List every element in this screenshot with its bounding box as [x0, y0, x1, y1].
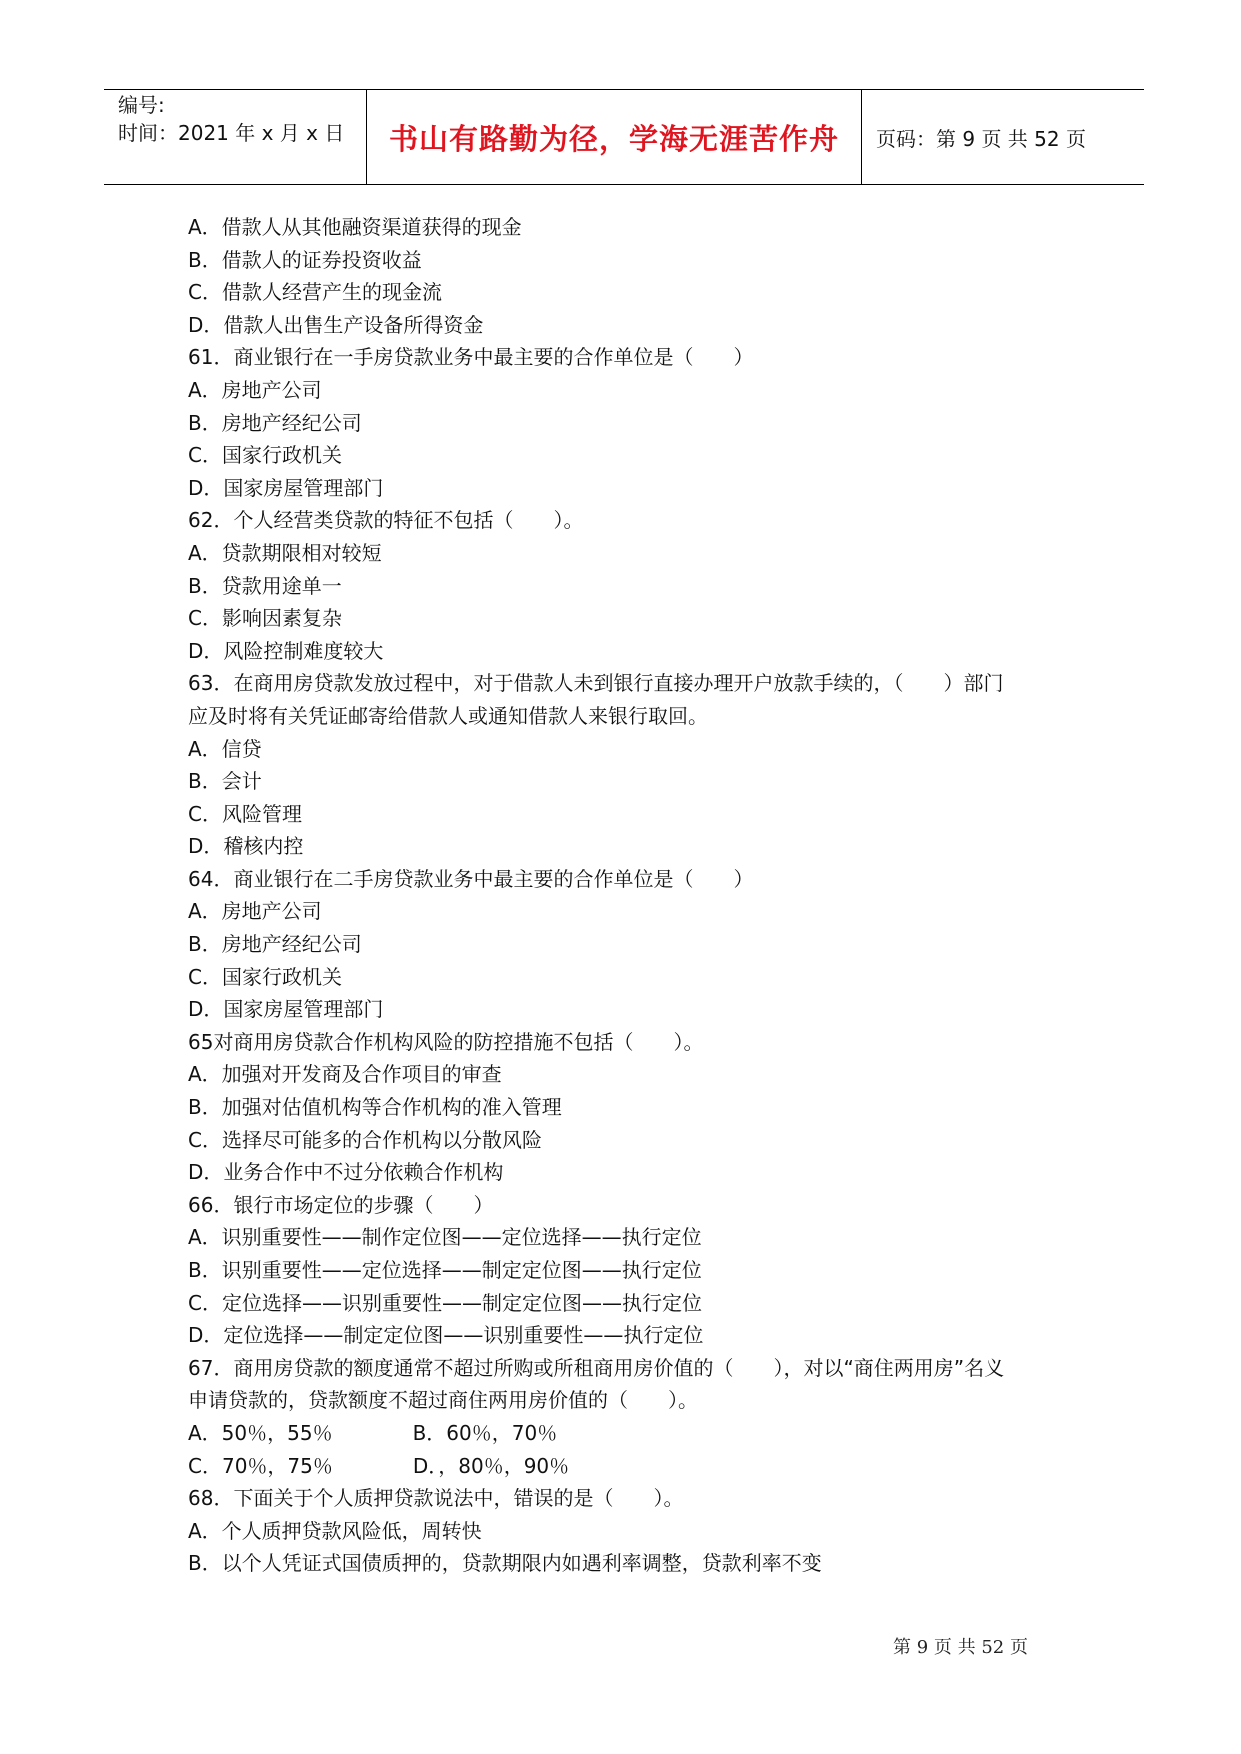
text-line: 67．商用房贷款的额度通常不超过所购或所租商用房价值的（ ），对以“商住两用房”名义 [188, 1355, 1005, 1380]
text-line: B．以个人凭证式国债质押的，贷款期限内如遇利率调整，贷款利率不变 [188, 1551, 822, 1576]
text-line: B．房地产经纪公司 [188, 932, 362, 957]
text-line: A．房地产公司 [188, 899, 322, 924]
text-line: C．70％，75％ D．，80％，90％ [188, 1453, 570, 1478]
text-line: B．加强对估值机构等合作机构的准入管理 [188, 1095, 562, 1120]
text-line: 63．在商用房贷款发放过程中，对于借款人未到银行直接办理开户放款手续的，（ ）部门 [188, 671, 1004, 696]
text-line: 68．下面关于个人质押贷款说法中，错误的是（ ）。 [188, 1486, 684, 1511]
text-line: A．个人质押贷款风险低，周转快 [188, 1518, 482, 1543]
text-line: 申请贷款的，贷款额度不超过商住两用房价值的（ ）。 [188, 1388, 698, 1413]
header-motto-cell [367, 90, 862, 184]
text-line: B．会计 [188, 769, 262, 794]
text-line: A．加强对开发商及合作项目的审查 [188, 1062, 502, 1087]
code-label: 编号: [118, 93, 165, 117]
text-line: A．信贷 [188, 736, 262, 761]
text-line: B．房地产经纪公司 [188, 410, 362, 435]
text-line: 64．商业银行在二手房贷款业务中最主要的合作单位是（ ） [188, 866, 754, 891]
text-line: D．借款人出售生产设备所得资金 [188, 312, 484, 337]
text-line: B．识别重要性——定位选择——制定定位图——执行定位 [188, 1258, 702, 1282]
text-line: A．房地产公司 [188, 377, 322, 402]
text-line: C．影响因素复杂 [188, 606, 342, 631]
text-line: B．借款人的证券投资收益 [188, 247, 422, 272]
text-line: 应及时将有关凭证邮寄给借款人或通知借款人来银行取回。 [188, 703, 708, 728]
text-line: C．风险管理 [188, 801, 302, 826]
footer-page-number: 第 9 页 共 52 页 [893, 1637, 1028, 1658]
text-line: C．国家行政机关 [188, 443, 342, 468]
text-line: 66．银行市场定位的步骤（ ） [188, 1192, 494, 1217]
text-line: A．借款人从其他融资渠道获得的现金 [188, 215, 522, 239]
text-line: A．贷款期限相对较短 [188, 540, 382, 565]
header-page-cell [862, 90, 1144, 184]
header-meta-cell [104, 90, 367, 184]
text-line: 62．个人经营类贷款的特征不包括（ ）。 [188, 508, 584, 533]
text-line: D．国家房屋管理部门 [188, 475, 384, 500]
text-line: 61．商业银行在一手房贷款业务中最主要的合作单位是（ ） [188, 345, 754, 370]
text-line: A．50％，55％ B．60％，70％ [188, 1420, 558, 1445]
text-line: D．风险控制难度较大 [188, 638, 384, 663]
document-header [104, 89, 1144, 185]
text-line: A．识别重要性——制作定位图——定位选择——执行定位 [188, 1225, 702, 1250]
text-line: B．贷款用途单一 [188, 573, 342, 598]
text-line: C．借款人经营产生的现金流 [188, 280, 442, 305]
text-line: D．定位选择——制定定位图——识别重要性——执行定位 [188, 1323, 704, 1348]
text-line: C．定位选择——识别重要性——制定定位图——执行定位 [188, 1290, 702, 1315]
text-line: 65对商用房贷款合作机构风险的防控措施不包括（ ）。 [188, 1029, 704, 1054]
text-line: D．业务合作中不过分依赖合作机构 [188, 1160, 504, 1185]
header-page-number: 页码：第 9 页 共 52 页 [876, 126, 1086, 151]
question-content [188, 211, 1088, 1580]
text-line: C．选择尽可能多的合作机构以分散风险 [188, 1127, 542, 1152]
text-line: C．国家行政机关 [188, 964, 342, 989]
text-line: D．国家房屋管理部门 [188, 997, 384, 1022]
text-line: D．稽核内控 [188, 834, 304, 859]
motto-text: 书山有路勤为径，学海无涯苦作舟 [388, 121, 839, 156]
time-label: 时间：2021 年 x 月 x 日 [118, 121, 345, 145]
